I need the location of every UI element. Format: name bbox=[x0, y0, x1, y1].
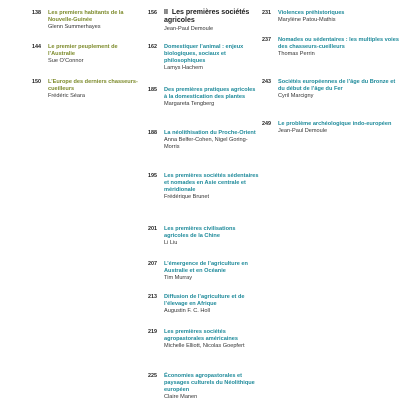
toc-entry[interactable] bbox=[148, 329, 260, 350]
entry-title: Le premier peuplement de l’Australie bbox=[48, 44, 118, 58]
toc-entry[interactable] bbox=[148, 87, 260, 108]
toc-entry[interactable] bbox=[148, 44, 260, 72]
page-number: 231 bbox=[262, 10, 271, 16]
entry-title: Des premières pratiques agricoles à la domestication des plantes bbox=[164, 87, 256, 101]
entry-author: Augustin F. C. Holl bbox=[164, 308, 211, 315]
section-heading[interactable] bbox=[148, 9, 260, 34]
entry-title: Les premières sociétés sédentaires et nomades en Asie centrale et méridionale bbox=[164, 173, 259, 194]
page-number: 237 bbox=[262, 37, 271, 43]
entry-title: Le problème archéologique indo-européen bbox=[278, 121, 392, 127]
entry-author: Margareta Tengberg bbox=[164, 101, 215, 108]
entry-author: Jean-Paul Demoule bbox=[278, 128, 328, 135]
entry-title: L’Europe des derniers chasseurs-cueilleurs bbox=[48, 79, 138, 93]
page-number: 225 bbox=[148, 373, 157, 379]
entry-author: Marylène Patou-Mathis bbox=[278, 17, 336, 24]
page-number: 144 bbox=[32, 44, 41, 50]
section-numeral: II bbox=[164, 9, 168, 16]
entry-author: Michelle Elliott, Nicolas Goepfert bbox=[164, 343, 245, 350]
page-number: 201 bbox=[148, 226, 157, 232]
entry-title: La néolithisation du Proche-Orient bbox=[164, 130, 256, 136]
page-number: 188 bbox=[148, 130, 157, 136]
entry-title: Domestiquer l’animal : enjeux biologiques, sociaux et philosophiques bbox=[164, 44, 244, 65]
entry-title: Nomades ou sédentaires : les multiples voies des chasseurs-cueilleurs bbox=[278, 37, 399, 51]
entry-author: Claire Manen bbox=[164, 394, 198, 401]
page-number: 150 bbox=[32, 79, 41, 85]
toc-entry[interactable] bbox=[148, 261, 260, 282]
page-number: 249 bbox=[262, 121, 271, 127]
page-number: 138 bbox=[32, 10, 41, 16]
toc-entry[interactable] bbox=[262, 37, 402, 58]
page-number: 185 bbox=[148, 87, 157, 93]
toc-entry[interactable] bbox=[32, 10, 140, 31]
entry-title: Les premières civilisations agricoles de la Chine bbox=[164, 226, 236, 240]
page-number: 195 bbox=[148, 173, 157, 179]
page-number: 162 bbox=[148, 44, 157, 50]
entry-author: Li Liu bbox=[164, 240, 178, 247]
entry-author: Lamys Hachem bbox=[164, 65, 203, 72]
entry-title: L’émergence de l’agriculture en Australie et en Océanie bbox=[164, 261, 248, 275]
entry-author: Glenn Summerhayes bbox=[48, 24, 101, 31]
toc-entry[interactable] bbox=[32, 44, 140, 65]
section-author: Jean-Paul Demoule bbox=[164, 26, 214, 33]
toc-entry[interactable] bbox=[148, 294, 260, 315]
entry-title: Sociétés européennes de l’âge du Bronze et du début de l’âge du Fer bbox=[278, 79, 396, 93]
toc-entry[interactable] bbox=[148, 226, 260, 247]
entry-author: Frédéric Séara bbox=[48, 93, 85, 100]
entry-author: Cyril Marcigny bbox=[278, 93, 314, 100]
toc-entry[interactable] bbox=[148, 173, 260, 201]
entry-author: Thomas Perrin bbox=[278, 51, 315, 58]
entry-title: Économies agropastorales et paysages culturels du Néolithique européen bbox=[164, 373, 255, 394]
page-number: 213 bbox=[148, 294, 157, 300]
toc-entry[interactable] bbox=[262, 79, 402, 100]
page-number: 243 bbox=[262, 79, 271, 85]
page-number: 219 bbox=[148, 329, 157, 335]
toc-entry[interactable] bbox=[262, 121, 402, 135]
entry-title: Les premiers habitants de la Nouvelle-Guinée bbox=[48, 10, 124, 24]
entry-author: Anna Belfer-Cohen, Nigel Goring-Morris bbox=[164, 137, 248, 151]
page-number: 207 bbox=[148, 261, 157, 267]
section-title: Les premières sociétés agricoles bbox=[164, 9, 250, 25]
toc-entry[interactable] bbox=[148, 130, 260, 151]
entry-title: Diffusion de l’agriculture et de l’élevage en Afrique bbox=[164, 294, 245, 308]
entry-title: Les premières sociétés agropastorales américaines bbox=[164, 329, 238, 343]
entry-author: Sue O’Connor bbox=[48, 58, 84, 65]
entry-author: Tim Murray bbox=[164, 275, 193, 282]
toc-entry[interactable] bbox=[262, 10, 402, 24]
toc-entry[interactable] bbox=[148, 373, 260, 401]
page-number: 156 bbox=[148, 10, 157, 16]
toc-entry[interactable] bbox=[32, 79, 140, 100]
entry-author: Frédérique Brunet bbox=[164, 194, 210, 201]
entry-title: Violences préhistoriques bbox=[278, 10, 345, 16]
